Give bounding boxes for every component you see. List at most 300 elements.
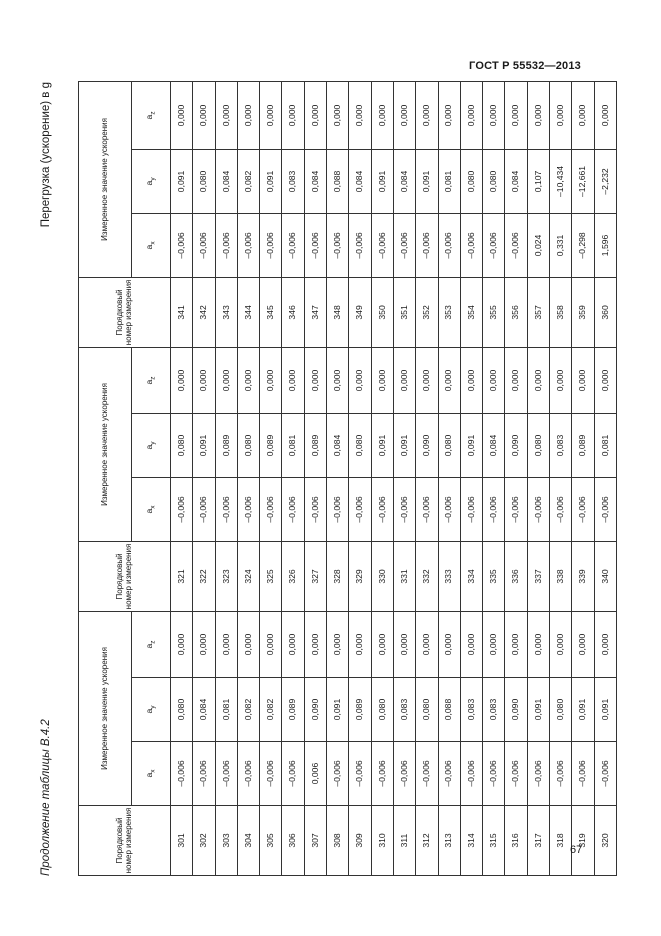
accel-z-cell: 0,000 [416,611,438,677]
accel-x-cell: –0,006 [327,477,349,541]
axis-subscript: y [149,441,157,445]
measurement-number-cell: 326 [282,541,304,611]
accel-z-cell: 0,000 [282,611,304,677]
measurement-number-cell: 318 [550,806,572,876]
measurement-number-cell: 358 [550,277,572,347]
accel-x-cell: –0,006 [371,477,393,541]
table-caption: Продолжение таблицы В.4.2 [40,719,52,876]
accel-y-cell: 0,080 [193,149,215,213]
axis-subscript: y [149,705,157,709]
accel-x-cell: –0,006 [483,477,505,541]
accel-x-cell: –0,006 [282,742,304,806]
accel-y-cell: 0,089 [282,678,304,742]
axis-subscript: x [149,769,157,773]
measurement-number-cell: 329 [349,541,371,611]
accel-x-cell: –0,006 [572,742,594,806]
accel-y-cell: 0,082 [237,678,259,742]
table-row [416,81,438,875]
accel-x-cell: –0,006 [438,477,460,541]
accel-z-cell: 0,000 [237,347,259,413]
accel-x-cell: –0,006 [327,213,349,277]
accel-y-cell: 0,080 [371,678,393,742]
header-row-2 [132,81,171,875]
accel-x-cell: 0,331 [550,213,572,277]
accel-z-cell: 0,000 [550,81,572,149]
accel-x-cell: –0,006 [304,477,326,541]
accel-x-cell: –0,006 [304,213,326,277]
accel-y-cell: 0,081 [215,678,237,742]
accel-z-cell: 0,000 [594,81,616,149]
accel-x-cell: –0,006 [460,742,482,806]
accel-z-cell: 0,000 [594,347,616,413]
measurement-number-cell: 345 [260,277,282,347]
accel-z-cell: 0,000 [416,81,438,149]
axis-symbol: a [144,444,155,450]
accel-x-cell: –0,006 [572,477,594,541]
accel-z-cell: 0,000 [215,347,237,413]
accel-x-cell: –0,006 [416,477,438,541]
accel-y-cell: 0,091 [393,413,415,477]
accel-y-cell: –10,434 [550,149,572,213]
accel-x-cell: –0,006 [483,742,505,806]
accel-y-cell: 0,091 [171,149,193,213]
accel-y-cell: 0,091 [371,413,393,477]
measurement-number-cell: 327 [304,541,326,611]
table-row [438,81,460,875]
measurement-number-cell: 324 [237,541,259,611]
accel-y-cell: –2,232 [594,149,616,213]
measurement-number-cell: 331 [393,541,415,611]
measurement-number-cell: 357 [527,277,549,347]
accel-z-cell: 0,000 [193,81,215,149]
table-row [527,81,549,875]
measurement-number-cell: 317 [527,806,549,876]
accel-x-cell: –0,006 [594,742,616,806]
accel-x-cell: –0,006 [260,742,282,806]
accel-y-cell: 0,089 [304,413,326,477]
accel-y-cell: 0,083 [460,678,482,742]
accel-z-cell: 0,000 [237,81,259,149]
accel-z-cell: 0,000 [594,611,616,677]
accel-z-cell: 0,000 [260,611,282,677]
accel-y-cell: 0,083 [483,678,505,742]
header-measured-acceleration: Измеренное значение ускорения [79,347,132,541]
accel-y-cell: 0,088 [438,678,460,742]
page-number: 67 [570,844,583,856]
accel-x-cell: –0,006 [193,477,215,541]
accel-x-cell: –0,006 [215,742,237,806]
table-row [260,81,282,875]
accel-x-cell: –0,006 [594,477,616,541]
table-row [371,81,393,875]
accel-y-cell: 0,084 [393,149,415,213]
accel-y-cell: 0,091 [260,149,282,213]
accel-y-cell: 0,082 [237,149,259,213]
accel-x-cell: –0,006 [393,742,415,806]
measurement-number-cell: 353 [438,277,460,347]
measurement-number-cell: 348 [327,277,349,347]
measurement-number-cell: 338 [550,541,572,611]
table-row [505,81,527,875]
accel-x-cell: 0,006 [304,742,326,806]
measurement-number-cell: 311 [393,806,415,876]
accel-z-cell: 0,000 [371,81,393,149]
accel-y-cell: 0,089 [215,413,237,477]
accel-z-cell: 0,000 [483,347,505,413]
measurement-number-cell: 314 [460,806,482,876]
header-axis-z [132,81,171,149]
header-axis-z [132,347,171,413]
measurement-number-cell: 310 [371,806,393,876]
accel-x-cell: –0,006 [416,213,438,277]
accel-z-cell: 0,000 [572,611,594,677]
accel-y-cell: 0,080 [460,149,482,213]
accel-z-cell: 0,000 [550,347,572,413]
measurement-number-cell: 336 [505,541,527,611]
measurement-number-cell: 340 [594,541,616,611]
header-measurement-number: Порядковый номер измерения [79,806,171,876]
accel-y-cell: –12,661 [572,149,594,213]
measurement-number-cell: 315 [483,806,505,876]
accel-z-cell: 0,000 [349,611,371,677]
accel-y-cell: 0,083 [393,678,415,742]
accel-x-cell: –0,006 [416,742,438,806]
accel-z-cell: 0,000 [327,347,349,413]
header-axis-x [132,213,171,277]
measurement-number-cell: 301 [171,806,193,876]
accel-z-cell: 0,000 [371,347,393,413]
measurement-number-cell: 342 [193,277,215,347]
accel-z-cell: 0,000 [304,347,326,413]
accel-x-cell: –0,006 [260,477,282,541]
measurement-number-cell: 346 [282,277,304,347]
accel-x-cell: –0,006 [393,477,415,541]
table-row [327,81,349,875]
axis-symbol: a [144,244,155,250]
accel-y-cell: 0,080 [483,149,505,213]
accel-x-cell: –0,298 [572,213,594,277]
axis-symbol: a [144,508,155,514]
measurement-number-cell: 341 [171,277,193,347]
measurement-number-cell: 354 [460,277,482,347]
axis-symbol: a [144,114,155,120]
accel-z-cell: 0,000 [171,347,193,413]
accel-x-cell: –0,006 [215,477,237,541]
measurement-number-cell: 321 [171,541,193,611]
accel-y-cell: 0,084 [215,149,237,213]
axis-symbol: a [144,708,155,714]
measurement-number-cell: 306 [282,806,304,876]
measurement-number-cell: 303 [215,806,237,876]
standard-code: ГОСТ Р 55532—2013 [469,60,581,72]
accel-z-cell: 0,000 [572,347,594,413]
accel-y-cell: 0,080 [416,678,438,742]
accel-y-cell: 0,084 [483,413,505,477]
accel-z-cell: 0,000 [527,611,549,677]
axis-subscript: z [149,111,157,115]
table-row [393,81,415,875]
accel-y-cell: 0,083 [282,149,304,213]
accel-y-cell: 0,080 [171,678,193,742]
accel-y-cell: 0,091 [371,149,393,213]
accel-z-cell: 0,000 [483,611,505,677]
measurement-number-cell: 347 [304,277,326,347]
accel-y-cell: 0,091 [527,678,549,742]
axis-subscript: z [149,640,157,644]
accel-x-cell: –0,006 [438,213,460,277]
measurement-number-cell: 335 [483,541,505,611]
accel-z-cell: 0,000 [393,81,415,149]
accel-y-cell: 0,080 [171,413,193,477]
header-axis-y [132,413,171,477]
accel-y-cell: 0,080 [438,413,460,477]
table-row [193,81,215,875]
measurement-number-cell: 307 [304,806,326,876]
accel-z-cell: 0,000 [237,611,259,677]
accel-x-cell: –0,006 [349,477,371,541]
accel-z-cell: 0,000 [572,81,594,149]
accel-y-cell: 0,084 [505,149,527,213]
accel-x-cell: –0,006 [460,213,482,277]
accel-x-cell: –0,006 [505,742,527,806]
measurement-number-cell: 334 [460,541,482,611]
measurement-number-cell: 339 [572,541,594,611]
measurement-number-cell: 351 [393,277,415,347]
accel-y-cell: 0,090 [505,413,527,477]
accel-z-cell: 0,000 [438,347,460,413]
accel-z-cell: 0,000 [282,81,304,149]
accel-z-cell: 0,000 [371,611,393,677]
accel-z-cell: 0,000 [215,81,237,149]
axis-symbol: a [144,379,155,385]
accel-z-cell: 0,000 [260,81,282,149]
header-axis-y [132,678,171,742]
measurement-number-cell: 356 [505,277,527,347]
accel-x-cell: –0,006 [193,742,215,806]
header-axis-x [132,742,171,806]
accel-z-cell: 0,000 [438,81,460,149]
accel-z-cell: 0,000 [505,347,527,413]
table-row [594,81,616,875]
accel-x-cell: 1,596 [594,213,616,277]
accel-x-cell: –0,006 [393,213,415,277]
measurement-number-cell: 349 [349,277,371,347]
accel-y-cell: 0,090 [304,678,326,742]
header-measurement-number: Порядковый номер измерения [79,541,171,611]
table-row [282,81,304,875]
accel-z-cell: 0,000 [460,81,482,149]
measurement-number-cell: 325 [260,541,282,611]
accel-x-cell: –0,006 [171,213,193,277]
accel-z-cell: 0,000 [416,347,438,413]
axis-symbol: a [144,772,155,778]
measurement-number-cell: 337 [527,541,549,611]
accel-z-cell: 0,000 [550,611,572,677]
measurement-number-cell: 350 [371,277,393,347]
accel-x-cell: –0,006 [505,213,527,277]
table-row [572,81,594,875]
axis-subscript: y [149,177,157,181]
accel-x-cell: –0,006 [527,477,549,541]
accel-z-cell: 0,000 [349,347,371,413]
accel-z-cell: 0,000 [193,611,215,677]
accel-z-cell: 0,000 [460,347,482,413]
accel-x-cell: –0,006 [460,477,482,541]
accel-y-cell: 0,091 [572,678,594,742]
accel-x-cell: –0,006 [215,213,237,277]
unit-note: Перегрузка (ускорение) в g [40,82,52,228]
measurement-number-cell: 308 [327,806,349,876]
accel-x-cell: –0,006 [327,742,349,806]
accel-z-cell: 0,000 [327,81,349,149]
measurement-number-cell: 333 [438,541,460,611]
measurement-number-cell: 360 [594,277,616,347]
accel-z-cell: 0,000 [527,347,549,413]
measurement-number-cell: 343 [215,277,237,347]
accel-y-cell: 0,080 [237,413,259,477]
accel-z-cell: 0,000 [282,347,304,413]
accel-z-cell: 0,000 [393,611,415,677]
measurement-number-cell: 323 [215,541,237,611]
accel-y-cell: 0,080 [527,413,549,477]
measurement-number-cell: 304 [237,806,259,876]
accel-x-cell: –0,006 [349,213,371,277]
accel-x-cell: –0,006 [505,477,527,541]
accel-z-cell: 0,000 [483,81,505,149]
accel-y-cell: 0,088 [327,149,349,213]
accel-y-cell: 0,107 [527,149,549,213]
accel-y-cell: 0,084 [327,413,349,477]
accel-y-cell: 0,081 [282,413,304,477]
accel-z-cell: 0,000 [505,81,527,149]
header-measured-acceleration: Измеренное значение ускорения [79,611,132,805]
accel-x-cell: 0,024 [527,213,549,277]
accel-z-cell: 0,000 [349,81,371,149]
axis-subscript: x [149,241,157,245]
header-axis-z [132,611,171,677]
accel-x-cell: –0,006 [349,742,371,806]
accel-x-cell: –0,006 [237,742,259,806]
accel-y-cell: 0,084 [193,678,215,742]
measurement-number-cell: 352 [416,277,438,347]
accel-y-cell: 0,091 [193,413,215,477]
accel-z-cell: 0,000 [260,347,282,413]
table-row [304,81,326,875]
header-row-1 [79,81,132,875]
table-row [215,81,237,875]
accel-y-cell: 0,089 [572,413,594,477]
accel-y-cell: 0,091 [416,149,438,213]
measurement-number-cell: 355 [483,277,505,347]
measurement-number-cell: 332 [416,541,438,611]
accel-x-cell: –0,006 [371,742,393,806]
measurement-number-cell: 305 [260,806,282,876]
measurement-number-cell: 309 [349,806,371,876]
accel-y-cell: 0,084 [349,149,371,213]
measurement-number-cell: 359 [572,277,594,347]
accel-z-cell: 0,000 [193,347,215,413]
accel-z-cell: 0,000 [171,81,193,149]
axis-subscript: x [149,505,157,509]
accel-x-cell: –0,006 [438,742,460,806]
accel-y-cell: 0,089 [260,413,282,477]
accel-x-cell: –0,006 [171,477,193,541]
accel-z-cell: 0,000 [460,611,482,677]
table-row [349,81,371,875]
acceleration-table [78,81,617,876]
accel-z-cell: 0,000 [304,611,326,677]
measurement-number-cell: 320 [594,806,616,876]
accel-y-cell: 0,083 [550,413,572,477]
measurement-number-cell: 316 [505,806,527,876]
measurement-number-cell: 344 [237,277,259,347]
accel-x-cell: –0,006 [171,742,193,806]
accel-z-cell: 0,000 [327,611,349,677]
accel-y-cell: 0,082 [260,678,282,742]
header-measurement-number: Порядковый номер измерения [79,277,171,347]
accel-z-cell: 0,000 [505,611,527,677]
measurement-number-cell: 313 [438,806,460,876]
accel-x-cell: –0,006 [237,477,259,541]
accel-x-cell: –0,006 [483,213,505,277]
measurement-number-cell: 302 [193,806,215,876]
table-row [550,81,572,875]
accel-y-cell: 0,081 [594,413,616,477]
accel-x-cell: –0,006 [371,213,393,277]
accel-z-cell: 0,000 [438,611,460,677]
header-axis-x [132,477,171,541]
axis-subscript: z [149,376,157,380]
header-axis-y [132,149,171,213]
accel-x-cell: –0,006 [237,213,259,277]
header-measured-acceleration: Измеренное значение ускорения [79,81,132,277]
table-body [171,81,617,875]
measurement-number-cell: 312 [416,806,438,876]
table-row [483,81,505,875]
accel-z-cell: 0,000 [304,81,326,149]
accel-z-cell: 0,000 [171,611,193,677]
table-row [237,81,259,875]
accel-z-cell: 0,000 [527,81,549,149]
accel-z-cell: 0,000 [215,611,237,677]
accel-x-cell: –0,006 [550,477,572,541]
accel-y-cell: 0,084 [304,149,326,213]
accel-y-cell: 0,090 [416,413,438,477]
measurement-number-cell: 322 [193,541,215,611]
accel-y-cell: 0,080 [550,678,572,742]
table-row [460,81,482,875]
accel-y-cell: 0,080 [349,413,371,477]
axis-symbol: a [144,643,155,649]
axis-symbol: a [144,180,155,186]
accel-z-cell: 0,000 [393,347,415,413]
accel-x-cell: –0,006 [193,213,215,277]
measurement-number-cell: 319 [572,806,594,876]
accel-y-cell: 0,091 [594,678,616,742]
accel-x-cell: –0,006 [527,742,549,806]
accel-y-cell: 0,091 [460,413,482,477]
accel-x-cell: –0,006 [282,477,304,541]
measurement-number-cell: 330 [371,541,393,611]
accel-x-cell: –0,006 [550,742,572,806]
accel-y-cell: 0,091 [327,678,349,742]
accel-x-cell: –0,006 [282,213,304,277]
table-row [171,81,193,875]
accel-y-cell: 0,081 [438,149,460,213]
accel-y-cell: 0,089 [349,678,371,742]
accel-x-cell: –0,006 [260,213,282,277]
measurement-number-cell: 328 [327,541,349,611]
